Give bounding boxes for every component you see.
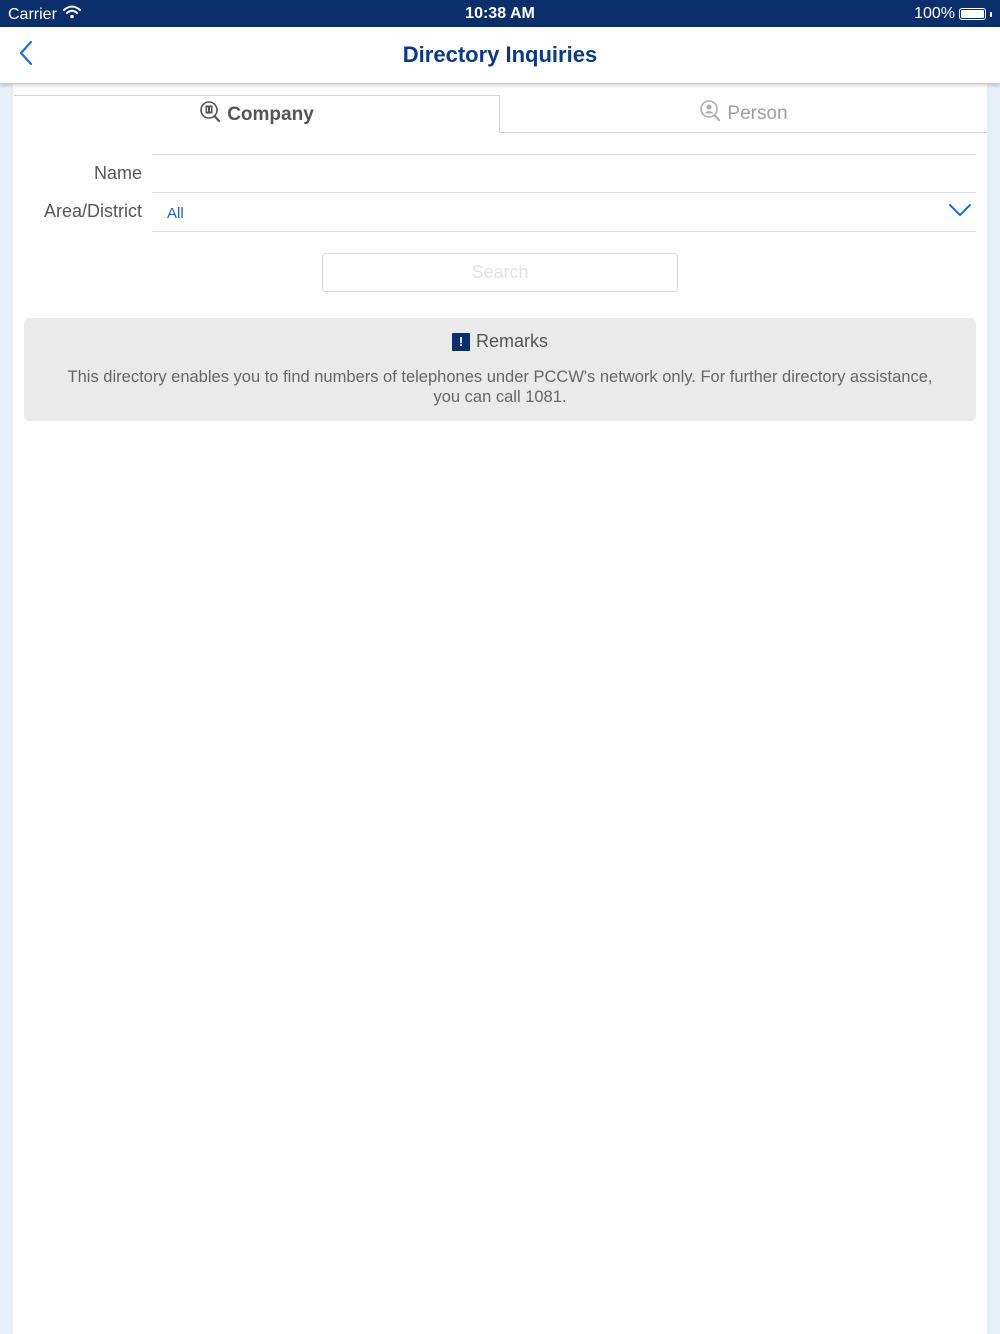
area-label: Area/District (43, 201, 142, 221)
remarks-box (24, 318, 976, 421)
name-row (13, 154, 987, 192)
content-panel (13, 84, 987, 1334)
remarks-text: This directory enables you to find numbers of telephones under PCCW's network only. For further directory assistance, you can call 1081. (67, 368, 933, 406)
area-row (13, 192, 987, 230)
name-field-container (152, 154, 976, 192)
name-label: Name (93, 163, 142, 183)
tab-person[interactable] (500, 95, 987, 133)
search-button[interactable]: Search (322, 253, 678, 292)
area-divider (152, 231, 976, 232)
page-title: Directory Inquiries (402, 42, 598, 67)
tab-person-label: Person (727, 102, 788, 124)
tab-company-label: Company (227, 103, 314, 125)
person-search-icon (699, 99, 721, 129)
carrier-label: Carrier (8, 5, 57, 23)
status-time: 10:38 AM (465, 5, 535, 22)
status-battery (914, 5, 992, 23)
remarks-header (24, 331, 976, 352)
name-input[interactable] (152, 155, 976, 192)
company-search-icon (199, 100, 221, 130)
chevron-down-icon[interactable] (948, 203, 972, 222)
remarks-title: Remarks (475, 331, 548, 351)
area-select-value: All (167, 205, 184, 222)
battery-cap (990, 12, 992, 17)
tab-company[interactable] (14, 95, 500, 133)
area-district-select[interactable] (152, 192, 976, 230)
nav-bar (0, 27, 1000, 84)
status-bar (0, 0, 1000, 27)
exclamation-icon: ! (452, 333, 470, 351)
battery-icon (959, 8, 986, 20)
battery-percent: 100% (914, 5, 955, 22)
